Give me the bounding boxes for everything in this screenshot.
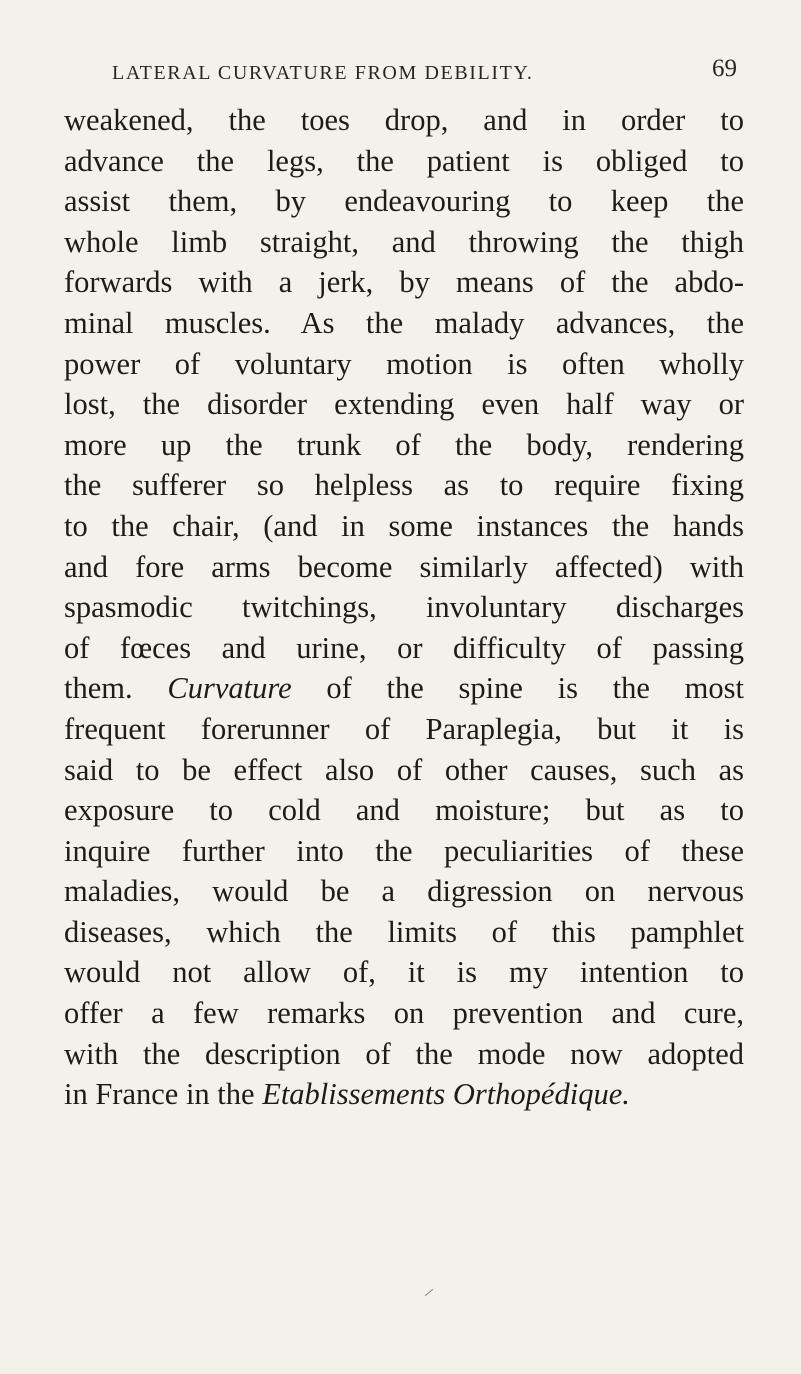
- text-line: with the description of the mode now adopted: [64, 1036, 744, 1071]
- page-number: 69: [712, 55, 737, 82]
- text-line: and fore arms become similarly affected) with: [64, 549, 744, 584]
- text-line: weakened, the toes drop, and in order to: [64, 103, 744, 137]
- text-line: [64, 668, 744, 709]
- text-line: spasmodic twitchings, involuntary discharges: [64, 590, 744, 625]
- text-line: power of voluntary motion is often wholly: [64, 346, 744, 381]
- text-line: offer a few remarks on prevention and cure,: [64, 996, 744, 1031]
- text-line: diseases, which the limits of this pamphlet: [64, 914, 744, 949]
- text-line: lost, the disorder extending even half way or: [64, 387, 744, 422]
- text-line: of fœces and urine, or difficulty of passing: [64, 630, 744, 665]
- text-line: [64, 1074, 744, 1115]
- text-line: said to be effect also of other causes, such as: [64, 752, 744, 787]
- text-run: in France in the: [64, 1077, 263, 1112]
- text-line: frequent forerunner of Paraplegia, but it is: [64, 711, 744, 746]
- italic-term: Etablissements Orthopédique.: [262, 1077, 630, 1112]
- running-title: LATERAL CURVATURE FROM DEBILITY.: [112, 62, 534, 84]
- text-line: minal muscles. As the malady advances, the: [64, 305, 744, 340]
- text-line: forwards with a jerk, by means of the abdo-: [64, 265, 744, 300]
- text-line: inquire further into the peculiarities of these: [64, 833, 744, 868]
- text-line: exposure to cold and moisture; but as to: [64, 793, 744, 828]
- italic-term: Curvature: [167, 671, 292, 706]
- text-line: more up the trunk of the body, rendering: [64, 427, 744, 462]
- text-line: advance the legs, the patient is obliged to: [64, 143, 744, 178]
- stray-ink-mark: [425, 1289, 433, 1296]
- text-line: to the chair, (and in some instances the hands: [64, 508, 744, 543]
- text-line: would not allow of, it is my intention to: [64, 955, 744, 990]
- text-line: whole limb straight, and throwing the thigh: [64, 224, 744, 259]
- text-line: maladies, would be a digression on nervous: [64, 874, 744, 909]
- text-line: assist them, by endeavouring to keep the: [64, 184, 744, 219]
- text-run: of the spine is the most: [291, 671, 744, 706]
- text-run: them.: [64, 671, 168, 706]
- body-paragraph: [64, 100, 744, 1115]
- text-line: the sufferer so helpless as to require fixing: [64, 468, 744, 503]
